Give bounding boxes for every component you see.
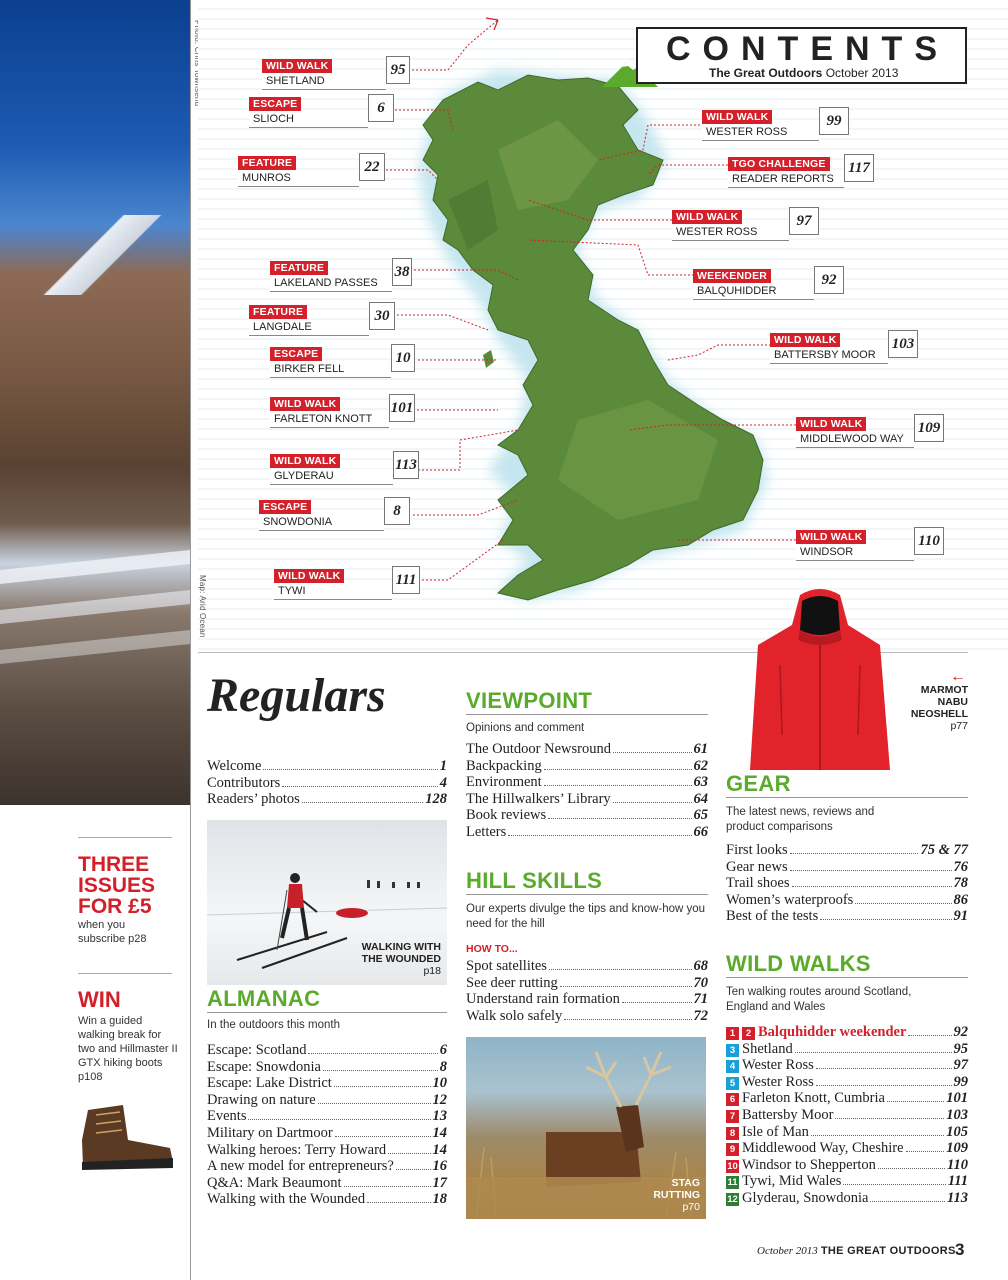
route-number-badge: 11 (727, 1177, 738, 1189)
map-label-page: 6 (368, 94, 394, 122)
toc-entry-title: Understand rain formation (466, 991, 620, 1008)
toc-entry-title: Letters (466, 823, 507, 840)
toc-entry-title: Windsor to Shepperton (742, 1156, 876, 1173)
map-label-place: WESTER ROSS (672, 225, 789, 241)
toc-entry[interactable] (726, 1140, 968, 1157)
toc-entry[interactable] (207, 775, 447, 792)
regulars-list (207, 758, 447, 808)
toc-entry-page: 6 (439, 1042, 447, 1058)
toc-entry-title: Escape: Scotland (207, 1042, 307, 1058)
toc-entry-title: Contributors (207, 774, 281, 791)
leader-dots (548, 818, 691, 819)
leader-dots (855, 903, 951, 904)
toc-entry-title: Balquhidder weekender (758, 1024, 907, 1040)
toc-entry-title: Wester Ross (742, 1057, 814, 1074)
map-label-page: 10 (391, 344, 415, 372)
photo-caption: WALKING WITH THE WOUNDED p18 (361, 941, 441, 977)
gear-description: The latest news, reviews and product comparisons (726, 806, 875, 833)
map-label-place: MUNROS (238, 171, 359, 187)
toc-entry-page: 17 (432, 1174, 447, 1191)
toc-entry[interactable] (726, 1190, 968, 1207)
toc-entry[interactable] (466, 774, 708, 791)
toc-entry-title: The Outdoor Newsround (466, 741, 611, 757)
map-label-place: GLYDERAU (270, 469, 393, 485)
leader-dots (870, 1201, 945, 1202)
map-label-place: SHETLAND (262, 74, 386, 90)
leader-dots (544, 785, 692, 786)
map-label (259, 497, 410, 529)
competition-text: Win a guided walking break for two and Hillmaster II GTX hiking boots p108 (78, 1015, 178, 1083)
toc-entry-page: 103 (946, 1106, 968, 1123)
route-number-badge: 5 (726, 1077, 739, 1090)
arrow-left-icon: ← (950, 668, 966, 685)
map-label (238, 153, 385, 185)
leader-dots (816, 1068, 952, 1069)
contents-title: CONTENTS (666, 30, 949, 68)
map-label-page: 8 (384, 497, 410, 525)
toc-entry[interactable] (207, 1125, 447, 1142)
toc-entry-title: Spot satellites (466, 958, 547, 974)
toc-entry[interactable] (726, 1074, 968, 1091)
leader-dots (906, 1151, 945, 1152)
map-label-place: BATTERSBY MOOR (770, 348, 888, 364)
map-label-page: 95 (386, 56, 410, 84)
leader-dots (396, 1169, 431, 1170)
viewpoint-list (466, 741, 708, 841)
leader-dots (843, 1184, 945, 1185)
toc-entry[interactable] (726, 1041, 968, 1058)
toc-entry-title: Gear news (726, 858, 788, 875)
gear-heading: GEAR (726, 771, 968, 798)
map-label (270, 258, 412, 290)
toc-entry-title: First looks (726, 842, 788, 858)
toc-entry-page: 128 (425, 791, 447, 808)
leader-dots (613, 752, 692, 753)
hill-skills-description: Our experts divulge the tips and know-how you need for the hill (466, 903, 706, 930)
toc-entry[interactable] (466, 791, 708, 808)
how-to-subhead: HOW TO... (466, 943, 518, 955)
toc-entry[interactable] (207, 1108, 447, 1125)
map-label-page: 99 (819, 107, 849, 135)
mountain-photo (0, 0, 190, 805)
toc-entry-page: 4 (439, 774, 447, 791)
toc-entry-page: 62 (693, 757, 708, 774)
walking-with-wounded-photo (207, 820, 447, 985)
toc-entry-page: 75 & 77 (920, 842, 968, 858)
sidebar-rule (78, 973, 172, 974)
route-number-badge: 4 (726, 1060, 739, 1073)
toc-entry[interactable] (726, 892, 968, 909)
map-label (693, 266, 844, 298)
leader-dots (318, 1103, 431, 1104)
toc-entry[interactable] (726, 1090, 968, 1107)
map-label-category: WILD WALK (262, 59, 332, 73)
leader-dots (344, 1186, 431, 1187)
toc-entry-page: 86 (953, 891, 968, 908)
route-number-badge: 1 (726, 1027, 739, 1040)
leader-dots (816, 1085, 952, 1086)
leader-dots (334, 1086, 431, 1087)
toc-entry-page: 10 (432, 1075, 447, 1092)
toc-entry-title: Women’s waterproofs (726, 891, 854, 908)
map-label-page: 97 (789, 207, 819, 235)
toc-entry-page: 14 (432, 1124, 447, 1141)
page-footer: October 2013 THE GREAT OUTDOORS (757, 1245, 956, 1257)
toc-entry-page: 13 (432, 1108, 447, 1125)
toc-entry-page: 71 (693, 991, 708, 1008)
leader-dots (820, 919, 951, 920)
map-label (770, 330, 918, 362)
map-label (796, 527, 944, 559)
map-label (270, 394, 415, 426)
gear-list (726, 842, 968, 925)
toc-entry-title: Q&A: Mark Beaumont (207, 1174, 342, 1191)
leader-dots (282, 786, 437, 787)
stag-photo (466, 1037, 706, 1219)
map-label (262, 56, 410, 88)
toc-entry[interactable] (726, 875, 968, 892)
route-number-badge: 9 (726, 1143, 739, 1156)
toc-entry-title: Welcome (207, 758, 262, 774)
toc-entry[interactable] (726, 1024, 968, 1041)
toc-entry-title: Environment (466, 774, 542, 791)
toc-entry[interactable] (466, 991, 708, 1008)
photo-caption: STAG RUTTING p70 (653, 1177, 700, 1213)
map-label-page: 109 (914, 414, 944, 442)
regulars-title: Regulars (207, 669, 386, 722)
leader-dots (878, 1168, 945, 1169)
toc-entry-page: 65 (693, 807, 708, 824)
map-label-category: ESCAPE (259, 500, 311, 514)
toc-entry-title: The Hillwalkers’ Library (466, 790, 611, 807)
map-label-category: FEATURE (238, 156, 296, 170)
toc-entry-page: 78 (953, 875, 968, 892)
toc-entry-page: 92 (953, 1024, 968, 1040)
toc-entry-title: Walking heroes: Terry Howard (207, 1141, 387, 1158)
toc-entry[interactable] (207, 1059, 447, 1076)
leader-dots (323, 1070, 438, 1071)
toc-entry[interactable] (726, 1057, 968, 1074)
toc-entry-page: 70 (693, 974, 708, 991)
map-label-place: SNOWDONIA (259, 515, 384, 531)
map-label-place: SLIOCH (249, 112, 368, 128)
toc-entry-title: Tywi, Mid Wales (742, 1173, 842, 1190)
toc-entry-title: Wester Ross (742, 1073, 814, 1090)
map-label (249, 302, 395, 334)
toc-entry-title: Walk solo safely (466, 1007, 563, 1024)
map-label-place: FARLETON KNOTT (270, 412, 389, 428)
leader-dots (790, 870, 952, 871)
route-number-badge: 10 (727, 1160, 738, 1172)
toc-entry-page: 109 (946, 1140, 968, 1157)
leader-dots (613, 802, 692, 803)
leader-dots (792, 886, 952, 887)
leader-dots (549, 969, 692, 970)
leader-dots (908, 1035, 951, 1036)
map-label (270, 451, 419, 483)
almanac-description: In the outdoors this month (207, 1019, 340, 1031)
toc-entry-title: Isle of Man (742, 1123, 809, 1140)
toc-entry-page: 97 (953, 1057, 968, 1074)
leader-dots (560, 986, 692, 987)
leader-dots (887, 1101, 944, 1102)
almanac-heading: ALMANAC (207, 986, 447, 1013)
column-divider (190, 0, 191, 1280)
competition-title: WIN (78, 987, 121, 1012)
toc-entry[interactable] (726, 1124, 968, 1141)
leader-dots (835, 1118, 944, 1119)
wild-walks-heading: WILD WALKS (726, 951, 968, 978)
leader-dots (308, 1053, 437, 1054)
toc-entry[interactable] (466, 975, 708, 992)
map-label (672, 207, 819, 239)
jacket-caption: MARMOT NABU NEOSHELL p77 (910, 684, 968, 732)
toc-entry-title: Escape: Lake District (207, 1075, 332, 1092)
toc-entry-title: Middlewood Way, Cheshire (742, 1140, 904, 1157)
toc-entry[interactable] (726, 908, 968, 925)
map-label-page: 38 (392, 258, 412, 286)
map-label (274, 566, 420, 598)
map-label-place: TYWI (274, 584, 392, 600)
map-label (702, 107, 849, 139)
toc-entry[interactable] (207, 758, 447, 775)
toc-entry-title: Best of the tests (726, 908, 819, 925)
map-label-page: 103 (888, 330, 918, 358)
toc-entry-page: 113 (947, 1189, 968, 1206)
map-label-category: ESCAPE (270, 347, 322, 361)
toc-entry[interactable] (207, 1075, 447, 1092)
toc-entry[interactable] (726, 1107, 968, 1124)
toc-entry-page: 18 (432, 1191, 447, 1208)
great-britain (423, 75, 763, 600)
map-label-place: BIRKER FELL (270, 362, 391, 378)
toc-entry-page: 105 (946, 1123, 968, 1140)
toc-entry[interactable] (466, 807, 708, 824)
toc-entry[interactable] (207, 1158, 447, 1175)
contents-subtitle: The Great Outdoors October 2013 (709, 66, 899, 80)
toc-entry-page: 91 (953, 908, 968, 925)
map-credit: Map: Arid Ocean (198, 575, 207, 638)
leader-dots (544, 769, 692, 770)
toc-entry-title: Shetland (742, 1040, 793, 1057)
sidebar-rule (78, 837, 172, 838)
map-label (270, 344, 415, 376)
toc-entry-page: 99 (953, 1073, 968, 1090)
toc-entry[interactable] (726, 859, 968, 876)
toc-entry-title: Walking with the Wounded (207, 1191, 366, 1208)
map-label-category: ESCAPE (249, 97, 301, 111)
leader-dots (388, 1153, 430, 1154)
boot-image (78, 1100, 178, 1175)
toc-entry[interactable] (466, 741, 708, 758)
map-label-page: 110 (914, 527, 944, 555)
map-label-category: WILD WALK (702, 110, 772, 124)
toc-entry-page: 14 (432, 1141, 447, 1158)
map-label-category: FEATURE (249, 305, 307, 319)
viewpoint-heading: VIEWPOINT (466, 688, 708, 715)
toc-entry-page: 72 (693, 1007, 708, 1024)
map-label-place: READER REPORTS (728, 172, 844, 188)
map-label-page: 111 (392, 566, 420, 594)
leader-dots (795, 1052, 952, 1053)
map-label-category: WEEKENDER (693, 269, 771, 283)
leader-dots (622, 1002, 692, 1003)
map-label-category: TGO CHALLENGE (728, 157, 830, 171)
toc-entry-title: Backpacking (466, 757, 542, 774)
map-label-page: 113 (393, 451, 419, 479)
map-label (728, 154, 874, 186)
toc-entry-title: Glyderau, Snowdonia (742, 1189, 869, 1206)
map-label-page: 30 (369, 302, 395, 330)
toc-entry-title: A new model for entrepreneurs? (207, 1158, 394, 1175)
leader-dots (811, 1135, 944, 1136)
map-label-place: MIDDLEWOOD WAY (796, 432, 914, 448)
map-label-page: 22 (359, 153, 385, 181)
leader-dots (263, 769, 437, 770)
toc-entry-page: 95 (953, 1040, 968, 1057)
toc-entry[interactable] (207, 1175, 447, 1192)
toc-entry-page: 12 (432, 1091, 447, 1108)
toc-entry-title: Trail shoes (726, 875, 790, 892)
toc-entry-page: 76 (953, 858, 968, 875)
leader-dots (564, 1019, 691, 1020)
map-label-category: WILD WALK (770, 333, 840, 347)
route-number-badge: 8 (726, 1127, 739, 1140)
map-label-category: WILD WALK (796, 417, 866, 431)
map-label-page: 92 (814, 266, 844, 294)
viewpoint-description: Opinions and comment (466, 722, 585, 734)
toc-entry-page: 111 (947, 1173, 968, 1190)
toc-entry-title: Battersby Moor (742, 1106, 834, 1123)
hill-skills-list (466, 958, 708, 1024)
toc-entry[interactable] (207, 1142, 447, 1159)
toc-entry-page: 16 (432, 1158, 447, 1175)
leader-dots (248, 1119, 430, 1120)
toc-entry[interactable] (726, 1173, 968, 1190)
subscription-offer-title[interactable]: THREE ISSUES FOR £5 (78, 853, 156, 918)
toc-entry[interactable] (466, 958, 708, 975)
toc-entry-page: 63 (693, 774, 708, 791)
leader-dots (335, 1136, 431, 1137)
toc-entry-page: 8 (439, 1058, 447, 1075)
toc-entry-page: 101 (946, 1090, 968, 1107)
toc-entry[interactable] (726, 1157, 968, 1174)
toc-entry[interactable] (207, 791, 447, 808)
map-label-place: WINDSOR (796, 545, 914, 561)
toc-entry[interactable] (466, 1008, 708, 1025)
map-label-category: FEATURE (270, 261, 328, 275)
map-label-category: WILD WALK (796, 530, 866, 544)
route-number-badge: 12 (727, 1193, 738, 1205)
toc-entry[interactable] (207, 1191, 447, 1208)
leader-dots (302, 802, 424, 803)
map-label (249, 94, 394, 126)
toc-entry-page: 61 (693, 741, 708, 757)
route-number-badge: 2 (742, 1027, 755, 1040)
toc-entry-title: Events (207, 1108, 247, 1125)
map-label-place: BALQUHIDDER (693, 284, 814, 300)
wild-walks-description: Ten walking routes around Scotland, England and Wales (726, 986, 912, 1013)
toc-entry-page: 66 (693, 823, 708, 840)
toc-entry[interactable] (466, 824, 708, 841)
toc-entry[interactable] (466, 758, 708, 775)
map-label-page: 117 (844, 154, 874, 182)
leader-dots (508, 835, 691, 836)
jacket-image (740, 585, 900, 775)
toc-entry-title: Military on Dartmoor (207, 1124, 333, 1141)
toc-entry-title: Readers’ photos (207, 791, 300, 808)
toc-entry[interactable] (207, 1092, 447, 1109)
map-label-category: WILD WALK (672, 210, 742, 224)
map-label-place: WESTER ROSS (702, 125, 819, 141)
toc-entry[interactable] (726, 842, 968, 859)
toc-entry-title: Drawing on nature (207, 1091, 316, 1108)
almanac-list (207, 1042, 447, 1208)
hill-skills-heading: HILL SKILLS (466, 868, 708, 895)
route-number-badge: 6 (726, 1093, 739, 1106)
toc-entry-title: Farleton Knott, Cumbria (742, 1090, 885, 1107)
toc-entry-page: 110 (947, 1156, 968, 1173)
map-label-category: WILD WALK (270, 454, 340, 468)
toc-entry-page: 1 (439, 758, 447, 774)
wild-walks-list (726, 1024, 968, 1207)
page-number: 3 (955, 1240, 965, 1259)
map-label-category: WILD WALK (270, 397, 340, 411)
leader-dots (790, 853, 919, 854)
toc-entry-title: See deer rutting (466, 974, 558, 991)
leader-dots (367, 1202, 430, 1203)
toc-entry-title: Book reviews (466, 807, 547, 824)
toc-entry-page: 64 (693, 790, 708, 807)
subscription-offer-text: when you subscribe p28 (78, 919, 147, 945)
toc-entry-title: Escape: Snowdonia (207, 1058, 321, 1075)
map-label (796, 414, 944, 446)
toc-entry[interactable] (207, 1042, 447, 1059)
map-label-place: LANGDALE (249, 320, 369, 336)
map-label-place: LAKELAND PASSES (270, 276, 392, 292)
route-number-badge: 3 (726, 1044, 739, 1057)
map-label-category: WILD WALK (274, 569, 344, 583)
toc-entry-page: 68 (693, 958, 708, 974)
map-label-page: 101 (389, 394, 415, 422)
route-number-badge: 7 (726, 1110, 739, 1123)
